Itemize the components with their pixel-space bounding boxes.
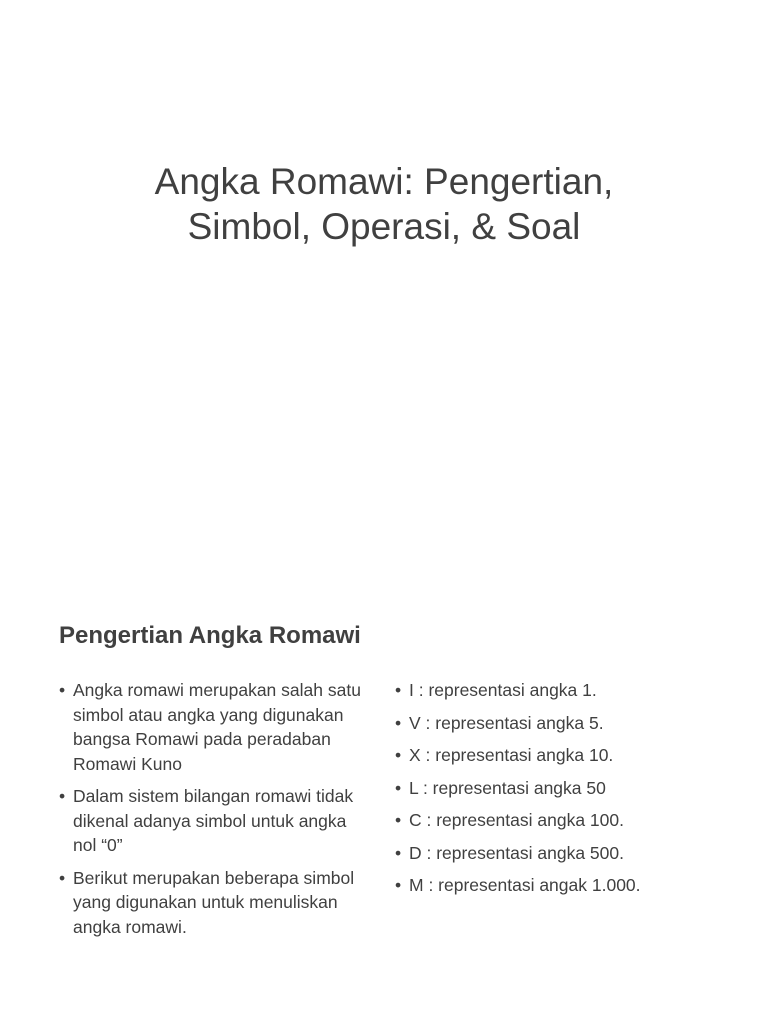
bullet-item: • C : representasi angka 100. [395,808,735,833]
bullet-item: • Angka romawi merupakan salah satu simbol atau angka yang digunakan bangsa Romawi pada peradaban Romawi Kuno [59,678,369,776]
right-bullet-list [395,678,735,906]
bullet-item: • X : representasi angka 10. [395,743,735,768]
slide-heading: Pengertian Angka Romawi [59,622,361,649]
bullet-item: • I : representasi angka 1. [395,678,735,703]
bullet-item: • L : representasi angka 50 [395,776,735,801]
bullet-item: • D : representasi angka 500. [395,841,735,866]
content-slide [0,600,768,1024]
bullet-item: • Berikut merupakan beberapa simbol yang digunakan untuk menuliskan angka romawi. [59,866,369,940]
left-bullet-list [59,678,369,947]
bullet-item: • M : representasi angak 1.000. [395,873,735,898]
bullet-item: • V : representasi angka 5. [395,711,735,736]
slide-title [0,159,768,249]
bullet-item: • Dalam sistem bilangan romawi tidak dikenal adanya simbol untuk angka nol “0” [59,784,369,858]
title-line-1: Angka Romawi: Pengertian, [154,160,614,202]
title-line-2: Simbol, Operasi, & Soal [187,205,581,247]
